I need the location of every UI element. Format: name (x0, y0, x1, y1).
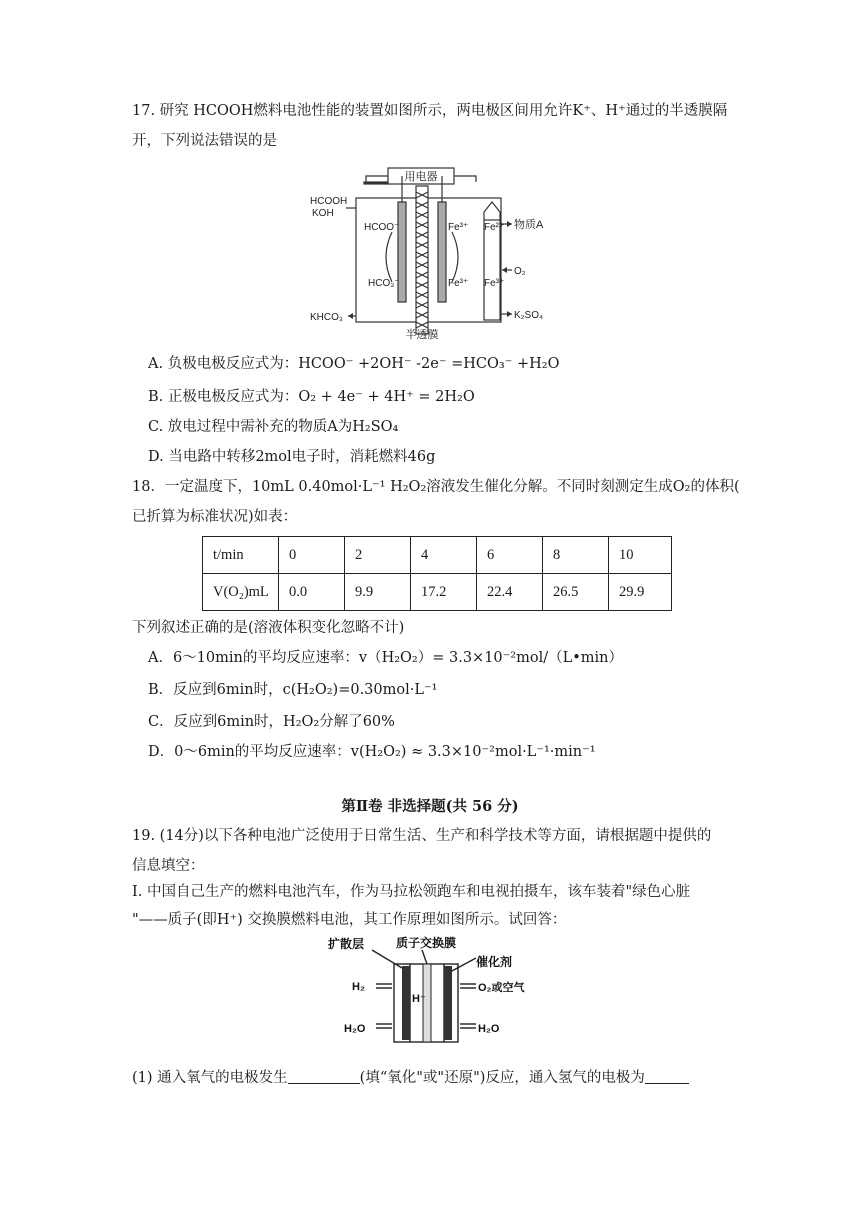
hcooh-fuel-cell-figure (306, 162, 560, 340)
hplus-label: H⁺ (412, 993, 426, 1005)
substance-a-label: 物质A (514, 219, 544, 231)
q19-stem-line2: 信息填空： (132, 858, 205, 874)
q17-stem-line1: 17. 研究 HCOOH燃料电池性能的装置如图所示，两电极区间用允许K⁺、H⁺通过的半透膜隔 (132, 103, 728, 119)
o2-label: O₂ (514, 266, 526, 277)
q18-option-a: A．6～10min的平均反应速率：v（H₂O₂）= 3.3×10⁻²mol/（L•min） (148, 650, 624, 666)
table-cell: 17.2 (411, 574, 477, 611)
h2o-right-label: H₂O (478, 1023, 500, 1035)
pem-fuel-cell-figure (326, 936, 560, 1048)
q18-question-stem: 下列叙述正确的是(溶液体积变化忽略不计) (132, 620, 405, 636)
hcoo-label: HCOO⁻ (364, 222, 400, 233)
table-cell: 8 (543, 537, 609, 574)
table-cell: 9.9 (345, 574, 411, 611)
q17-option-c: C. 放电过程中需补充的物质A为H₂SO₄ (148, 419, 399, 435)
membrane-label: 半透膜 (405, 329, 439, 340)
q17-option-d: D. 当电路中转移2mol电子时，消耗燃料46g (148, 449, 436, 465)
q19-part1-text-b: (填“氧化"或"还原")反应，通入氢气的电极为 (359, 1070, 645, 1086)
fe3-right-label: Fe³⁺ (484, 278, 505, 289)
table-cell: V(O₂)mL (203, 574, 279, 611)
answer-blank-1[interactable] (288, 1083, 360, 1084)
fe2-low-label: Fe³⁺ (448, 278, 469, 289)
section-heading: 第Ⅱ卷 非选择题(共 56 分) (341, 798, 519, 815)
table-cell: 0 (279, 537, 345, 574)
table-cell: 29.9 (609, 574, 672, 611)
diffusion-layer-label: 扩散层 (328, 937, 365, 951)
q19-part1 (132, 1068, 689, 1088)
table-cell: 22.4 (477, 574, 543, 611)
q18-stem-line1: 18．一定温度下，10mL 0.40mol·L⁻¹ H₂O₂溶液发生催化分解。不同时刻测定生成O₂的体积( (132, 479, 740, 495)
table-cell: 6 (477, 537, 543, 574)
q18-option-b: B．反应到6min时，c(H₂O₂)=0.30mol·L⁻¹ (148, 682, 438, 698)
catalyst-label: 催化剂 (476, 955, 513, 969)
fe3-top-label: Fe³⁺ (448, 222, 469, 233)
table-cell: 4 (411, 537, 477, 574)
h2-label: H₂ (352, 981, 365, 993)
q17-option-b: B. 正极电极反应式为：O₂ + 4e⁻ + 4H⁺ = 2H₂O (148, 389, 475, 405)
q17-stem-line2: 开，下列说法错误的是 (132, 133, 277, 149)
q17-option-a: A. 负极电极反应式为：HCOO⁻ +2OH⁻ -2e⁻ =HCO₃⁻ +H₂O (148, 356, 560, 372)
table-row (203, 574, 672, 611)
hco3-label: HCO₃⁻ (368, 278, 400, 289)
k2so4-label: K₂SO₄ (514, 310, 544, 321)
device-label: 用电器 (404, 171, 438, 183)
q19-stem-line1: 19. (14分)以下各种电池广泛使用于日常生活、生产和科学技术等方面，请根据题中提供的 (132, 828, 712, 844)
koh-label: KOH (312, 208, 334, 219)
khco3-label: KHCO₃ (310, 312, 343, 323)
table-cell: 0.0 (279, 574, 345, 611)
q18-option-c: C．反应到6min时，H₂O₂分解了60% (148, 714, 395, 730)
q18-stem-line2: 已折算为标准状况)如表： (132, 509, 298, 525)
answer-blank-2[interactable] (645, 1083, 689, 1084)
table-row (203, 537, 672, 574)
table-cell: 26.5 (543, 574, 609, 611)
table-cell: 10 (609, 537, 672, 574)
o2-air-label: O₂或空气 (478, 982, 525, 994)
o2-volume-table (202, 536, 672, 611)
q19-stem-line4: "——质子(即H⁺) 交换膜燃料电池，其工作原理如图所示。试回答： (132, 912, 567, 928)
table-cell: t/min (203, 537, 279, 574)
pem-label: 质子交换膜 (396, 936, 457, 950)
h2o-left-label: H₂O (344, 1023, 366, 1035)
q19-part1-text-a: (1) 通入氧气的电极发生 (132, 1070, 288, 1086)
q18-option-d: D．0～6min的平均反应速率：v(H₂O₂) ≈ 3.3×10⁻²mol·L⁻¹·min⁻¹ (148, 744, 596, 760)
table-cell: 2 (345, 537, 411, 574)
q19-stem-line3: I. 中国自己生产的燃料电池汽车，作为马拉松领跑车和电视拍摄车，该车装着"绿色心脏 (132, 884, 691, 900)
fe2-right-label: Fe²⁺ (484, 222, 505, 233)
fuel-input-label: HCOOH (310, 196, 348, 207)
